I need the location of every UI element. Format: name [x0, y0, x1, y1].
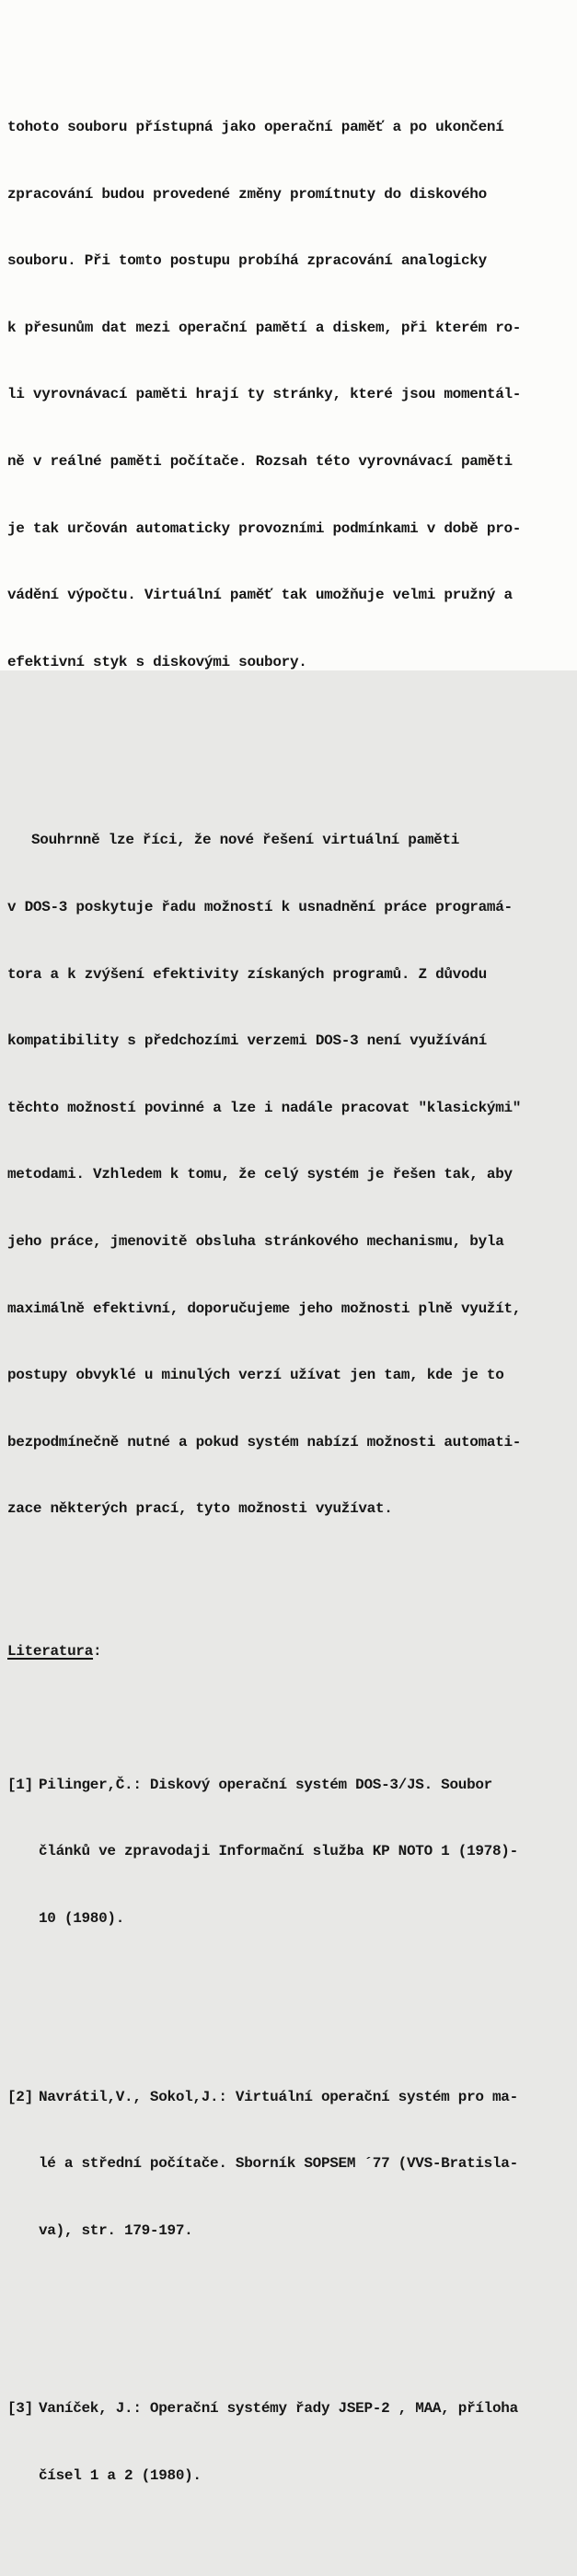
reference-item-1: [7, 1729, 571, 1974]
text-line: zace některých prací, tyto možnosti využívat.: [7, 1500, 393, 1518]
text-line: je tak určován automaticky provozními podmínkami v době pro-: [7, 519, 522, 537]
text-line: k přesunům dat mezi operační pamětí a diskem, při kterém ro-: [7, 319, 522, 336]
literatura-heading-colon: :: [93, 1642, 102, 1660]
text-line: Souhrnně lze říci, že nové řešení virtuální paměti: [31, 832, 460, 849]
reference-line: lé a střední počítače. Sborník SOPSEM ´77 (VVS-Bratisla-: [39, 2155, 518, 2173]
reference-line: va), str. 179-197.: [39, 2221, 193, 2239]
text-line: metodami. Vzhledem k tomu, že celý systém je řešen tak, aby: [7, 1166, 513, 1183]
text-line: postupy obvyklé u minulých verzí užívat jen tam, kde je to: [7, 1367, 504, 1384]
literatura-heading-text: Literatura: [7, 1642, 94, 1660]
reference-marker: [2]: [7, 2088, 33, 2105]
reference-line: [7, 1774, 571, 1796]
text-line: bezpodmínečně nutné a pokud systém nabízí možnosti automati-: [7, 1433, 522, 1451]
reference-line: 10 (1980).: [39, 1909, 125, 1927]
text-line: li vyrovnávací paměti hrají ty stránky, které jsou momentál-: [7, 386, 522, 403]
reference-line: [7, 2397, 571, 2419]
text-line: ně v reálné paměti počítače. Rozsah této vyrovnávací paměti: [7, 452, 513, 470]
text-line: kompatibility s předchozími verzemi DOS-3 není využívání: [7, 1032, 487, 1050]
text-line: vádění výpočtu. Virtuální paměť tak umožňuje velmi pružný a: [7, 587, 513, 604]
reference-line: [7, 2086, 571, 2108]
reference-line: článků ve zpravodaji Informační služba KP NOTO 1 (1978)-: [39, 1843, 518, 1860]
text-line: efektivní styk s diskovými soubory.: [7, 653, 307, 670]
reference-marker: [1]: [7, 1776, 33, 1793]
literatura-heading: [7, 1640, 571, 1662]
reference-text: Navrátil,V., Sokol,J.: Virtuální operační systém pro ma-: [39, 2088, 518, 2105]
reference-text: Vaníček, J.: Operační systémy řady JSEP-2 , MAA, příloha: [39, 2400, 518, 2418]
text-line: v DOS-3 poskytuje řadu možností k usnadnění práce programá-: [7, 898, 513, 915]
reference-marker: [3]: [7, 2400, 33, 2418]
reference-item-3: [7, 2353, 571, 2532]
text-line: tora a k zvýšení efektivity získaných programů. Z důvodu: [7, 965, 487, 983]
text-line: tohoto souboru přístupná jako operační paměť a po ukončení: [7, 119, 504, 136]
reference-text: Pilinger,Č.: Diskový operační systém DOS-3/JS. Soubor: [39, 1776, 492, 1793]
paragraph-2: [7, 785, 571, 1565]
text-line: zpracování budou provedené změny promítnuty do diskového: [7, 185, 487, 203]
text-line: jeho práce, jmenovitě obsluha stránkového mechanismu, byla: [7, 1232, 504, 1250]
text-line: souboru. Při tomto postupu probíhá zpracování analogicky: [7, 252, 487, 270]
text-line: těchto možností povinné a lze i nadále pracovat "klasickými": [7, 1099, 522, 1116]
paragraph-1: [7, 72, 571, 718]
reference-line: čísel 1 a 2 (1980).: [39, 2466, 202, 2484]
reference-item-2: [7, 2041, 571, 2286]
text-line: maximálně efektivní, doporučujeme jeho možnosti plně využít,: [7, 1300, 522, 1317]
